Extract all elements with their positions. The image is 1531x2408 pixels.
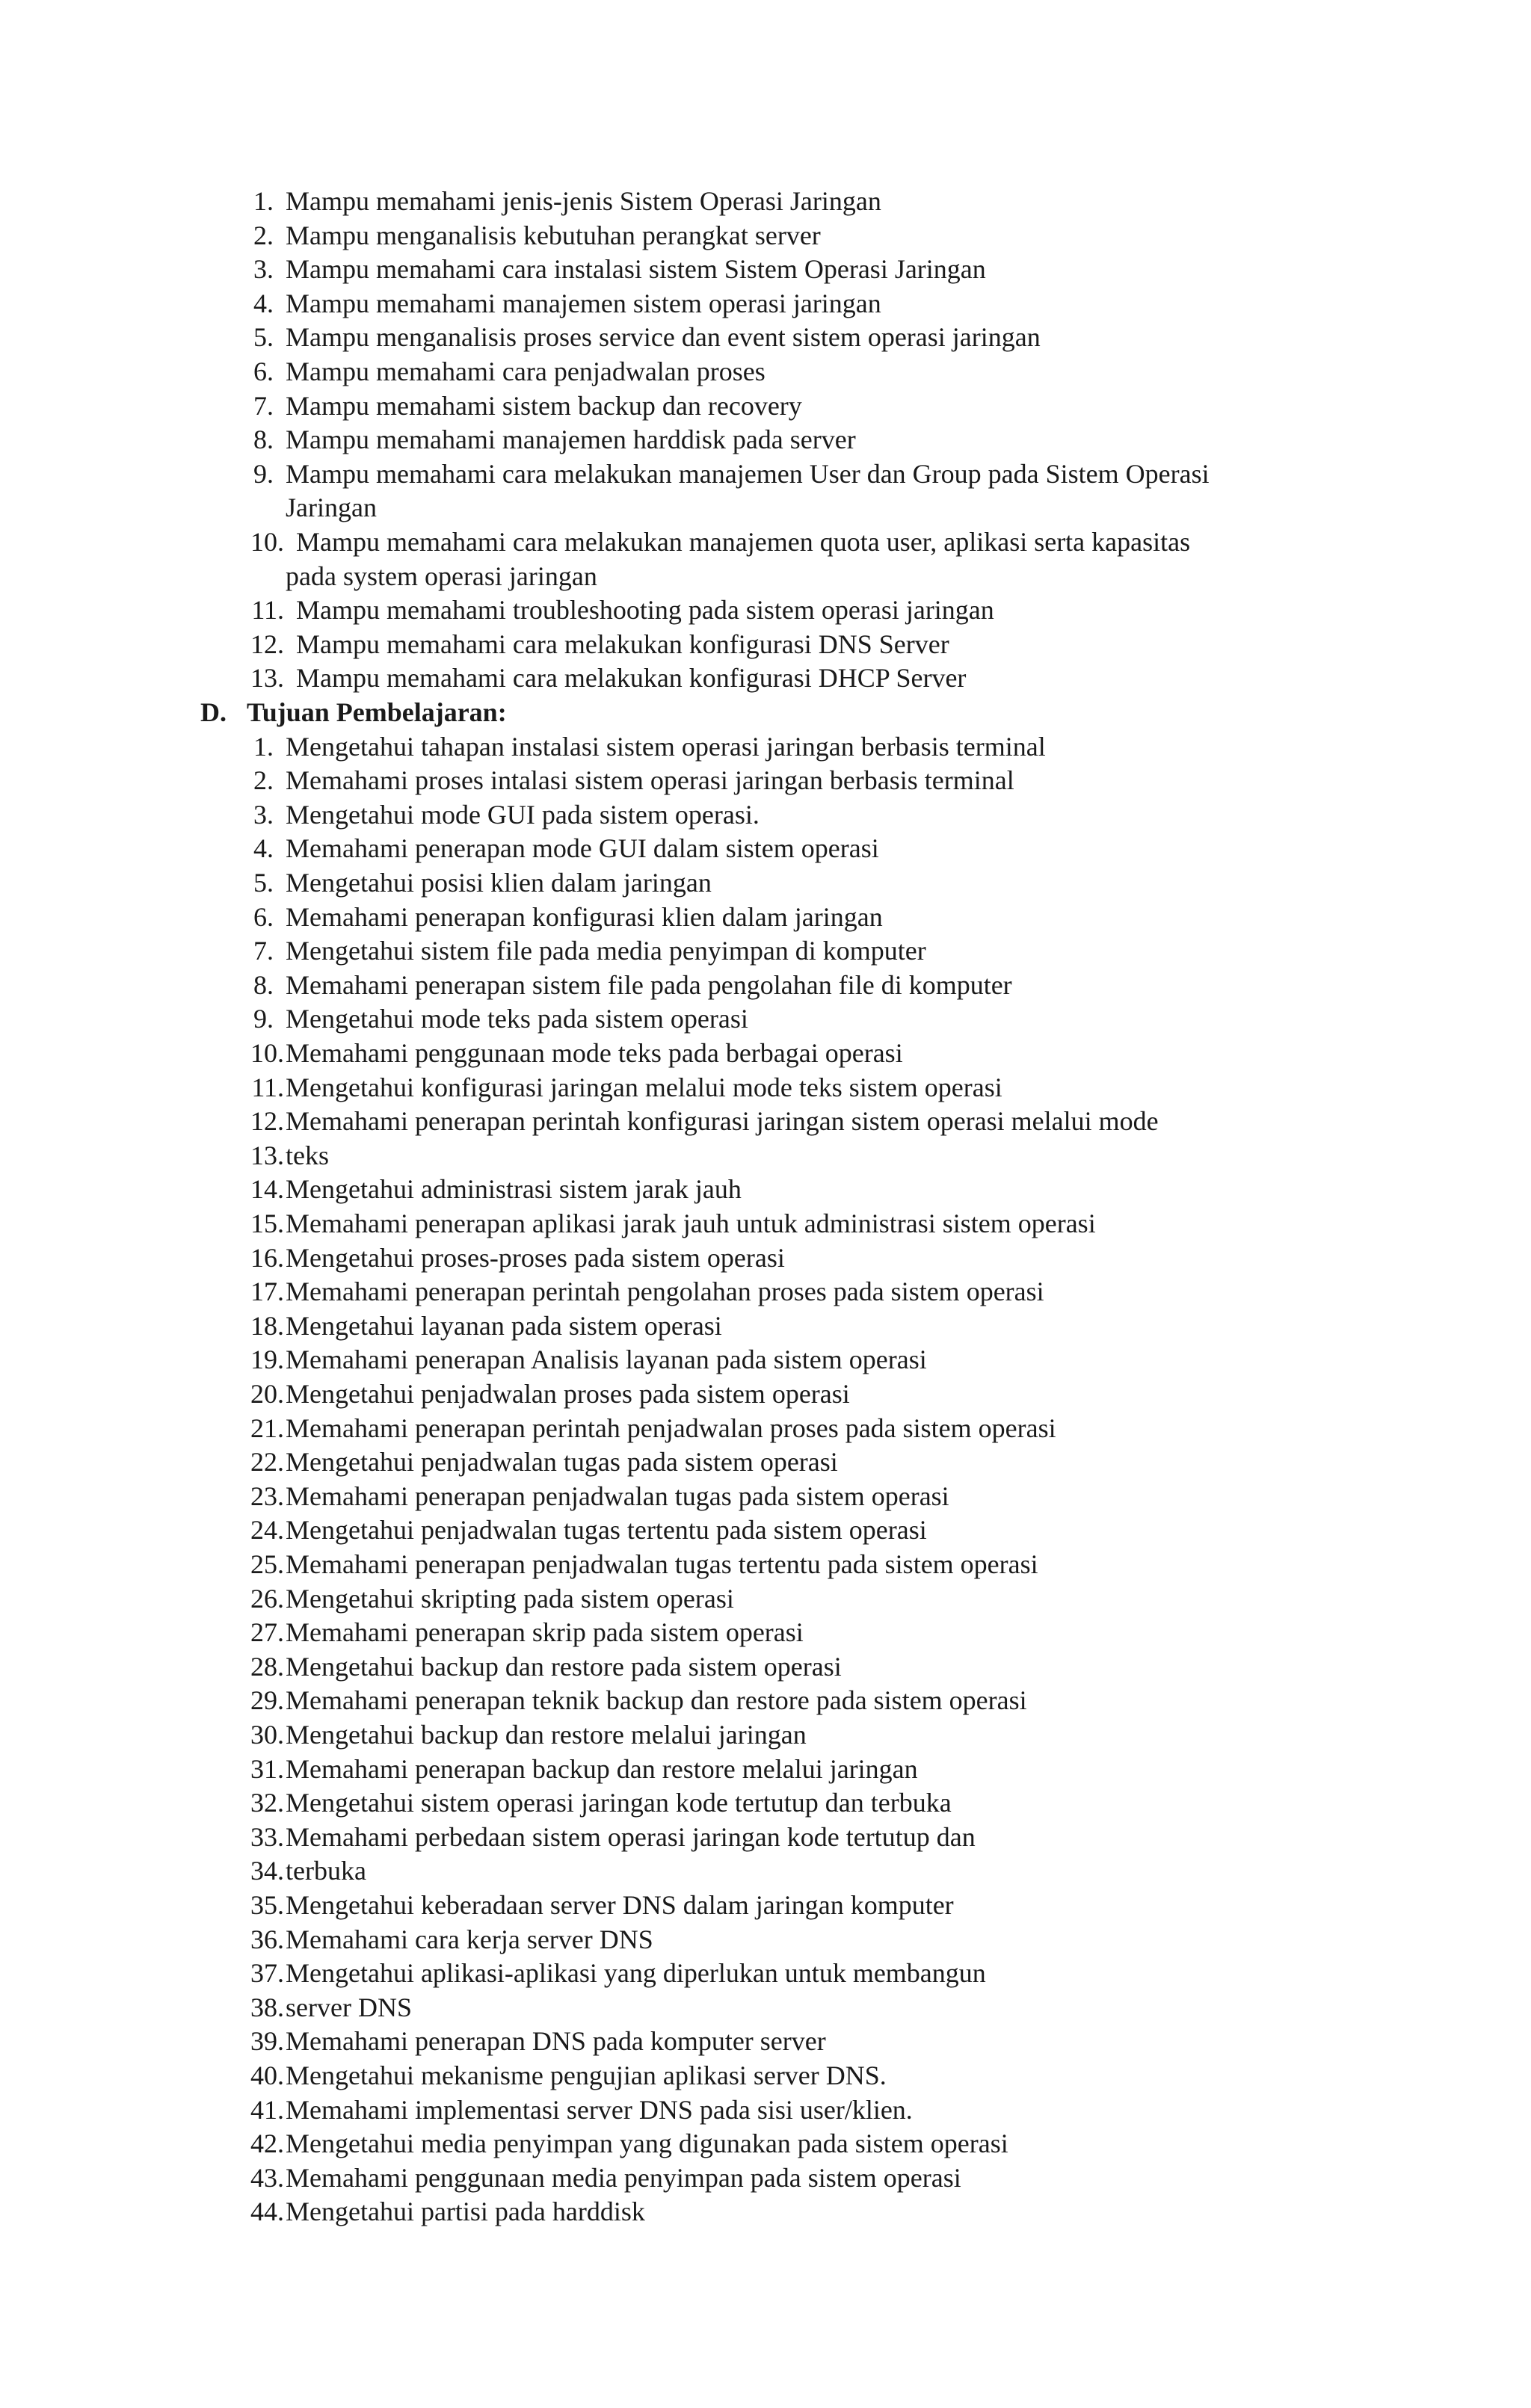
list-item-number: 8.: [253, 425, 274, 455]
list-item-text: Mengetahui posisi klien dalam jaringan: [286, 868, 712, 898]
list-item-text: Mengetahui penjadwalan tugas pada sistem operasi: [286, 1447, 838, 1478]
list-item-number: 11.: [251, 1072, 284, 1102]
list-item-text: pada system operasi jaringan: [286, 561, 597, 591]
list-item-number: 15.: [250, 1208, 284, 1238]
list-item-number: 4.: [253, 833, 274, 864]
list-item-number: 1.: [253, 731, 274, 762]
list-item-number: 12.: [250, 1106, 284, 1137]
list-item-number: 17.: [250, 1276, 284, 1307]
list-item-number: 33.: [250, 1821, 284, 1852]
list-item-number: 40.: [250, 2060, 284, 2090]
list-item-number: 39.: [250, 2026, 284, 2057]
list-item-text: Mampu memahami cara instalasi sistem Sistem Operasi Jaringan: [286, 254, 986, 285]
list-item-number: 31.: [250, 1753, 284, 1784]
list-item-number: 34.: [250, 1856, 284, 1886]
list-item-number: 3.: [253, 254, 274, 285]
list-item-number: 7.: [253, 936, 274, 966]
list-item-number: 42.: [250, 2128, 284, 2159]
list-item-text: Mampu memahami manajemen harddisk pada server: [286, 425, 856, 455]
list-item-number: 25.: [250, 1549, 284, 1579]
list-item-text: Mampu memahami cara penjadwalan proses: [286, 356, 766, 386]
list-item-number: 11.: [251, 595, 284, 626]
list-item-number: 36.: [250, 1924, 284, 1954]
list-item-number: 7.: [253, 390, 274, 421]
list-item-number: 44.: [250, 2196, 284, 2227]
list-item-number: 5.: [253, 322, 274, 353]
list-item-number: 35.: [250, 1890, 284, 1920]
list-item-text: Memahami penerapan aplikasi jarak jauh untuk administrasi sistem operasi: [286, 1208, 1096, 1238]
list-item-number: 32.: [250, 1788, 284, 1818]
list-item-number: 2.: [253, 765, 274, 796]
list-item-text: Mengetahui mode teks pada sistem operasi: [286, 1004, 748, 1034]
list-item-text: Mampu memahami manajemen sistem operasi jaringan: [286, 288, 881, 318]
list-item-text: Mampu menganalisis proses service dan event sistem operasi jaringan: [286, 322, 1041, 353]
list-item-text: Memahami perbedaan sistem operasi jaringan kode tertutup dan: [286, 1821, 976, 1852]
list-item-number: 21.: [250, 1413, 284, 1443]
list-item-text: Memahami penerapan perintah konfigurasi jaringan sistem operasi melalui mode: [286, 1106, 1159, 1137]
list-item-number: 1.: [253, 186, 274, 216]
list-item-text: Memahami penerapan mode GUI dalam sistem operasi: [286, 833, 879, 864]
list-item-number: 38.: [250, 1992, 284, 2022]
list-item-number: 26.: [250, 1583, 284, 1614]
list-item-text: Mampu memahami cara melakukan konfigurasi DHCP Server: [296, 663, 967, 694]
list-item-number: 27.: [250, 1617, 284, 1648]
list-item-text: Memahami proses intalasi sistem operasi jaringan berbasis terminal: [286, 765, 1014, 796]
list-item-text: Mengetahui backup dan restore pada sistem operasi: [286, 1651, 842, 1682]
list-item-text: Mengetahui media penyimpan yang digunakan pada sistem operasi: [286, 2128, 1008, 2159]
list-item-text: Mengetahui partisi pada harddisk: [286, 2196, 645, 2227]
list-item-text: Mengetahui aplikasi-aplikasi yang diperlukan untuk membangun: [286, 1958, 986, 1989]
list-item-number: 9.: [253, 458, 274, 489]
list-item-text: Mengetahui keberadaan server DNS dalam jaringan komputer: [286, 1890, 954, 1920]
list-item-text: Mampu memahami cara melakukan manajemen User dan Group pada Sistem Operasi: [286, 458, 1210, 489]
list-item-text: Mengetahui konfigurasi jaringan melalui mode teks sistem operasi: [286, 1072, 1002, 1102]
list-item-text: Memahami penerapan sistem file pada pengolahan file di komputer: [286, 969, 1012, 1000]
list-item-text: Memahami penerapan perintah pengolahan proses pada sistem operasi: [286, 1276, 1044, 1307]
list-item-text: Jaringan: [286, 493, 377, 523]
list-item-number: 6.: [253, 901, 274, 932]
list-item-text: Mengetahui layanan pada sistem operasi: [286, 1310, 722, 1341]
list-item-number: 6.: [253, 356, 274, 386]
list-item-number: 20.: [250, 1379, 284, 1409]
list-item-text: Mampu memahami troubleshooting pada sistem operasi jaringan: [296, 595, 994, 626]
list-item-number: 13.: [250, 1140, 284, 1170]
list-item-number: 23.: [250, 1481, 284, 1511]
list-item-number: 13.: [250, 663, 284, 694]
list-item-number: 3.: [253, 799, 274, 830]
list-item-number: 29.: [250, 1685, 284, 1716]
list-item-number: 22.: [250, 1447, 284, 1478]
list-item-text: Mengetahui mode GUI pada sistem operasi.: [286, 799, 760, 830]
list-item-text: Mengetahui tahapan instalasi sistem operasi jaringan berbasis terminal: [286, 731, 1046, 762]
list-item-text: Memahami penggunaan mode teks pada berbagai operasi: [286, 1038, 903, 1068]
list-item-number: 30.: [250, 1720, 284, 1750]
list-item-text: Mengetahui proses-proses pada sistem operasi: [286, 1242, 785, 1273]
list-item-number: 28.: [250, 1651, 284, 1682]
list-item-number: 9.: [253, 1004, 274, 1034]
list-item-text: Memahami penerapan DNS pada komputer server: [286, 2026, 826, 2057]
list-item-text: Mengetahui penjadwalan tugas tertentu pada sistem operasi: [286, 1515, 927, 1546]
list-item-text: Mampu memahami sistem backup dan recovery: [286, 390, 802, 421]
list-item-text: Mengetahui sistem operasi jaringan kode tertutup dan terbuka: [286, 1788, 952, 1818]
list-item-number: 2.: [253, 220, 274, 250]
list-item-number: 10.: [250, 1038, 284, 1068]
list-item-number: 24.: [250, 1515, 284, 1546]
list-item-text: Memahami penerapan penjadwalan tugas pada sistem operasi: [286, 1481, 949, 1511]
list-item-text: Mengetahui penjadwalan proses pada sistem operasi: [286, 1379, 850, 1409]
list-item-number: 37.: [250, 1958, 284, 1989]
list-item-text: Memahami penerapan Analisis layanan pada sistem operasi: [286, 1345, 927, 1375]
list-item-text: Mengetahui sistem file pada media penyimpan di komputer: [286, 936, 926, 966]
list-item-text: server DNS: [286, 1992, 412, 2022]
list-item-number: 41.: [250, 2094, 284, 2125]
list-item-text: Mampu menganalisis kebutuhan perangkat server: [286, 220, 821, 250]
list-item-text: Memahami penggunaan media penyimpan pada sistem operasi: [286, 2162, 961, 2193]
list-item-number: 14.: [250, 1174, 284, 1205]
list-item-number: 5.: [253, 868, 274, 898]
list-item-text: Mengetahui mekanisme pengujian aplikasi server DNS.: [286, 2060, 887, 2090]
list-item-number: 4.: [253, 288, 274, 318]
section-title: Tujuan Pembelajaran:: [247, 697, 507, 727]
list-item-number: 10.: [250, 527, 284, 557]
list-item-text: Mampu memahami cara melakukan konfigurasi DNS Server: [296, 629, 949, 659]
list-item-text: Memahami penerapan konfigurasi klien dalam jaringan: [286, 901, 883, 932]
section-letter: D.: [200, 697, 227, 727]
list-item-text: Memahami penerapan skrip pada sistem operasi: [286, 1617, 804, 1648]
list-item-number: 16.: [250, 1242, 284, 1273]
list-item-text: teks: [286, 1140, 329, 1170]
list-item-text: Memahami penerapan teknik backup dan restore pada sistem operasi: [286, 1685, 1027, 1716]
list-item-number: 43.: [250, 2162, 284, 2193]
list-item-number: 19.: [250, 1345, 284, 1375]
list-item-text: Mengetahui skripting pada sistem operasi: [286, 1583, 734, 1614]
list-item-text: Memahami implementasi server DNS pada sisi user/klien.: [286, 2094, 913, 2125]
list-item-text: Memahami penerapan perintah penjadwalan proses pada sistem operasi: [286, 1413, 1056, 1443]
list-item-text: Memahami cara kerja server DNS: [286, 1924, 653, 1954]
list-item-number: 18.: [250, 1310, 284, 1341]
list-item-number: 12.: [250, 629, 284, 659]
list-item-text: Memahami penerapan backup dan restore melalui jaringan: [286, 1753, 918, 1784]
list-item-text: terbuka: [286, 1856, 366, 1886]
list-item-number: 8.: [253, 969, 274, 1000]
list-item-text: Mampu memahami jenis-jenis Sistem Operasi Jaringan: [286, 186, 881, 216]
list-item-text: Mampu memahami cara melakukan manajemen quota user, aplikasi serta kapasitas: [296, 527, 1191, 557]
list-item-text: Mengetahui backup dan restore melalui jaringan: [286, 1720, 807, 1750]
list-item-text: Memahami penerapan penjadwalan tugas tertentu pada sistem operasi: [286, 1549, 1038, 1579]
list-item-text: Mengetahui administrasi sistem jarak jauh: [286, 1174, 742, 1205]
